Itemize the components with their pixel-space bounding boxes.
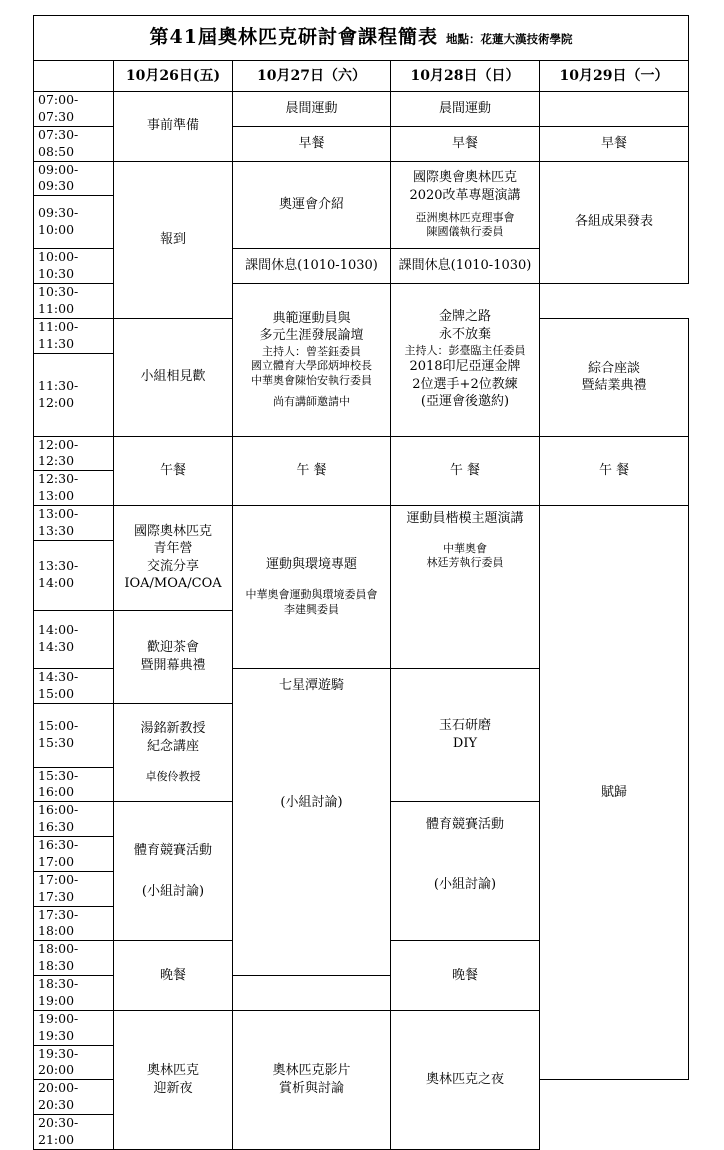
time-slot: 19:00-19:30 (34, 1010, 114, 1045)
event-reform-lecture (391, 161, 540, 249)
welcome-night-line: 迎新夜 (153, 1080, 193, 1096)
event-dinner: 晚餐 (114, 941, 233, 1011)
corner-cell (34, 61, 114, 92)
time-slot: 19:30-20:00 (34, 1045, 114, 1080)
youth-camp-line: 青年營 (153, 541, 193, 557)
panel-title-line: 綜合座談 (588, 360, 641, 376)
env-speaker-line: 中華奧會運動與環境委員會 (245, 587, 378, 601)
youth-camp-line: 國際奧林匹克 (133, 523, 212, 539)
film-line: 奧林匹克影片 (272, 1063, 351, 1079)
time-slot: 11:00-11:30 (34, 318, 114, 353)
time-slot: 13:30-14:00 (34, 540, 114, 610)
schedule-table (33, 15, 689, 1150)
time-slot: 12:00-12:30 (34, 436, 114, 471)
welcome-night-line: 奧林匹克 (146, 1063, 199, 1079)
ride-title: 七星潭遊騎 (278, 677, 344, 693)
day-header-2: 10月27日（六） (233, 61, 391, 92)
medal-guest-line: (亞運會後邀約) (420, 394, 510, 410)
event-break: 課間休息(1010-1030) (391, 249, 540, 284)
event-sports-competition (114, 802, 233, 941)
day-header-1: 10月26日(五) (114, 61, 233, 92)
time-slot: 17:30-18:00 (34, 906, 114, 941)
tea-line: 歡迎茶會 (146, 640, 199, 656)
empty-cell (540, 92, 689, 127)
reform-speaker-line: 亞洲奧林匹克理事會 (415, 210, 515, 224)
event-lunch: 午 餐 (540, 436, 689, 506)
sports-discussion: (小組討論) (433, 876, 497, 892)
event-break: 課間休息(1010-1030) (233, 249, 391, 284)
event-breakfast: 早餐 (391, 126, 540, 161)
time-slot: 16:00-16:30 (34, 802, 114, 837)
time-slot: 09:00-09:30 (34, 161, 114, 196)
lecturer-name: 卓俊伶教授 (145, 769, 201, 783)
reform-title-line: 2020改革專題演講 (409, 188, 521, 204)
jade-line: 玉石研磨 (438, 718, 491, 734)
env-title: 運動與環境專題 (265, 557, 357, 573)
event-youth-camp (114, 506, 233, 611)
youth-camp-line: 交流分享 (146, 558, 199, 574)
lecture-line: 紀念講座 (146, 738, 199, 754)
time-slot: 18:00-18:30 (34, 941, 114, 976)
time-slot: 09:30-10:00 (34, 196, 114, 249)
time-slot: 14:30-15:00 (34, 668, 114, 703)
event-olympic-night: 奧林匹克之夜 (391, 1010, 540, 1149)
medal-guest-line: 2018印尼亞運金牌 (409, 359, 521, 375)
time-slot: 15:00-15:30 (34, 703, 114, 767)
forum-guest: 中華奧會陳怡安執行委員 (251, 374, 372, 388)
title-cell (34, 16, 689, 61)
event-register: 報到 (114, 161, 233, 318)
event-sports-competition (391, 802, 540, 941)
forum-title-line: 多元生涯發展論壇 (259, 328, 364, 344)
reform-speaker-line: 陳國儀執行委員 (426, 225, 504, 239)
event-group-meet: 小組相見歡 (114, 318, 233, 436)
time-slot: 10:30-11:00 (34, 284, 114, 319)
time-slot: 16:30-17:00 (34, 837, 114, 872)
event-olympic-intro: 奧運會介紹 (233, 161, 391, 249)
time-slot: 18:30-19:00 (34, 976, 114, 1011)
event-morning-exercise: 晨間運動 (233, 92, 391, 127)
sports-title: 體育競賽活動 (133, 842, 212, 858)
event-gold-medal (391, 284, 540, 437)
time-slot: 20:30-21:00 (34, 1115, 114, 1150)
reform-title-line: 國際奧會奧林匹克 (412, 170, 517, 186)
lecture-line: 湯銘新教授 (140, 721, 206, 737)
jade-line: DIY (452, 736, 478, 751)
event-group-results: 各組成果發表 (540, 161, 689, 284)
location-label: 地點：花蓮大漢技術學院 (446, 32, 573, 47)
event-memorial-lecture (114, 703, 233, 802)
event-athlete-role-model (391, 506, 540, 669)
sports-discussion: (小組討論) (141, 884, 205, 900)
ride-discussion: (小組討論) (280, 795, 343, 811)
page-title: 第41屆奧林匹克研討會課程簡表 (149, 26, 438, 49)
time-slot: 07:30-08:50 (34, 126, 114, 161)
event-qixingtan-ride (233, 668, 391, 975)
event-sport-environment (233, 506, 391, 669)
tea-line: 暨開幕典禮 (140, 657, 206, 673)
event-closing-panel (540, 318, 689, 436)
youth-camp-line: IOA/MOA/COA (124, 576, 222, 592)
sports-title: 體育競賽活動 (425, 817, 504, 833)
time-slot: 15:30-16:00 (34, 767, 114, 802)
medal-title-line: 永不放棄 (438, 327, 491, 342)
time-slot: 07:00-07:30 (34, 92, 114, 127)
event-lunch: 午 餐 (233, 436, 391, 506)
medal-guest-line: 2位選手+2位教練 (412, 376, 518, 392)
time-slot: 12:30-13:00 (34, 471, 114, 506)
event-lunch: 午 餐 (391, 436, 540, 506)
time-slot: 10:00-10:30 (34, 249, 114, 284)
medal-title-line: 金牌之路 (438, 309, 491, 325)
time-slot: 17:00-17:30 (34, 871, 114, 906)
event-dinner: 晚餐 (391, 941, 540, 1011)
forum-title-line: 典範運動員與 (272, 310, 351, 326)
forum-invite-note: 尚有講師邀請中 (273, 395, 350, 409)
forum-guest: 國立體育大學邱炳坤校長 (251, 359, 372, 373)
film-line: 賞析與討論 (278, 1080, 344, 1096)
event-athlete-forum (233, 284, 391, 437)
event-prep: 事前準備 (114, 92, 233, 162)
event-jade-diy (391, 668, 540, 802)
model-speaker-line: 中華奧會 (443, 541, 487, 555)
event-breakfast: 早餐 (233, 126, 391, 161)
model-speaker-line: 林廷芳執行委員 (426, 556, 504, 570)
model-title: 運動員楷模主題演講 (406, 511, 524, 526)
event-return-home: 賦歸 (540, 506, 689, 1080)
event-welcome-night (114, 1010, 233, 1149)
day-header-3: 10月28日（日） (391, 61, 540, 92)
time-slot: 11:30-12:00 (34, 353, 114, 436)
medal-host: 主持人：彭臺臨主任委員 (404, 343, 526, 357)
event-morning-exercise: 晨間運動 (391, 92, 540, 127)
event-breakfast: 早餐 (540, 126, 689, 161)
day-header-4: 10月29日（一） (540, 61, 689, 92)
panel-title-line: 暨結業典禮 (581, 378, 647, 394)
time-slot: 13:00-13:30 (34, 506, 114, 541)
time-slot: 14:00-14:30 (34, 610, 114, 668)
forum-host: 主持人：曾荃鈺委員 (262, 344, 361, 358)
event-film-discussion (233, 1010, 391, 1149)
event-welcome-tea (114, 610, 233, 703)
time-slot: 20:00-20:30 (34, 1080, 114, 1115)
event-lunch: 午餐 (114, 436, 233, 506)
env-speaker-line: 李建興委員 (284, 602, 339, 616)
